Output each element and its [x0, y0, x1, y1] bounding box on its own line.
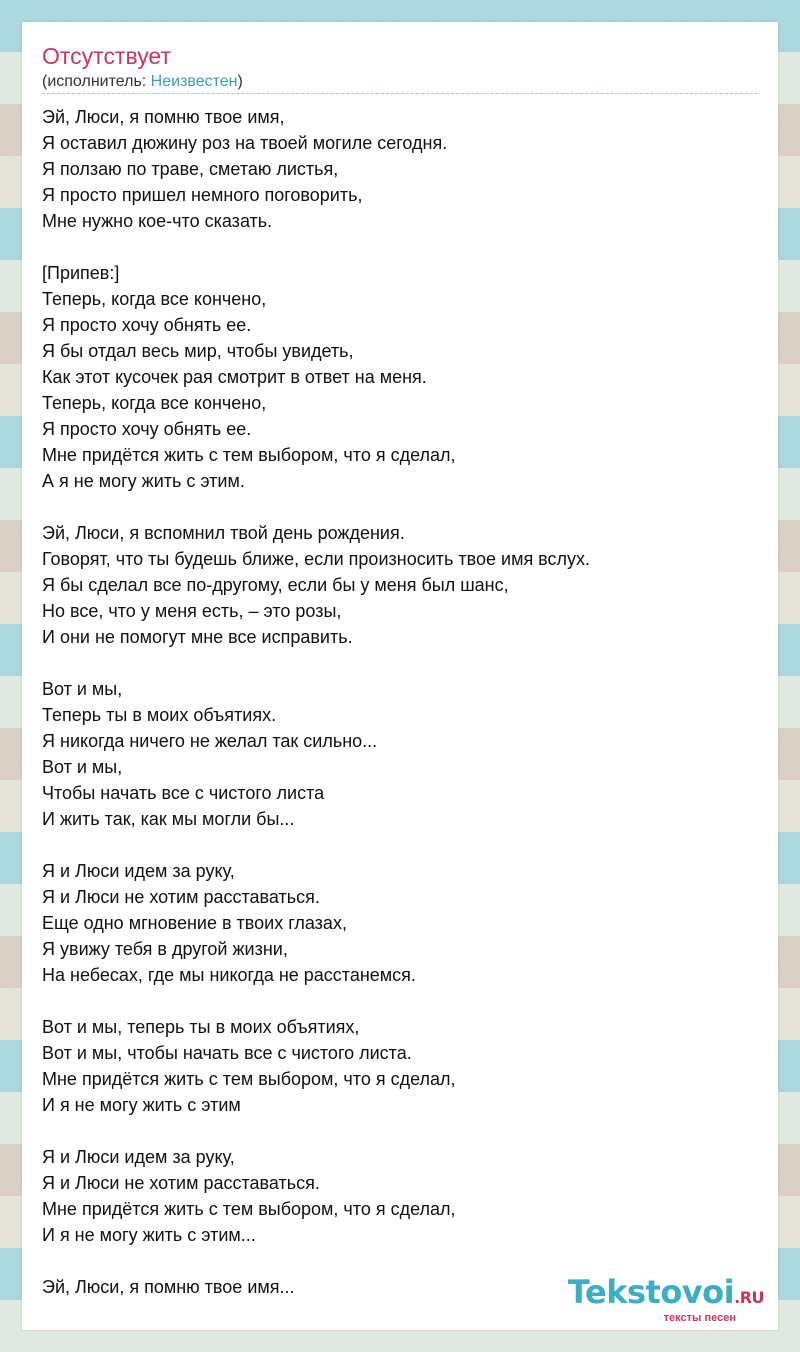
lyric-line	[42, 1118, 758, 1144]
lyric-line: И они не помогут мне все исправить.	[42, 627, 353, 647]
artist-line	[42, 73, 243, 91]
lyric-line: Как этот кусочек рая смотрит в ответ на меня.	[42, 367, 427, 387]
lyric-line: И я не могу жить с этим	[42, 1095, 241, 1115]
lyric-line: Теперь, когда все кончено,	[42, 393, 267, 413]
lyrics-card	[22, 22, 778, 1330]
lyric-line: Вот и мы, чтобы начать все с чистого листа.	[42, 1043, 412, 1063]
lyric-line: [Припев:]	[42, 263, 120, 283]
lyric-line: Вот и мы,	[42, 757, 123, 777]
lyric-line: Я бы отдал весь мир, чтобы увидеть,	[42, 341, 354, 361]
logo-tld: .RU	[734, 1288, 764, 1307]
artist-name-link[interactable]: Неизвестен	[150, 73, 238, 90]
lyric-line: Я бы сделал все по-другому, если бы у меня был шанс,	[42, 575, 509, 595]
lyric-line	[42, 494, 758, 520]
lyric-line: Я оставил дюжину роз на твоей могиле сегодня.	[42, 133, 448, 153]
lyric-line: Я просто пришел немного поговорить,	[42, 185, 363, 205]
lyric-line	[42, 988, 758, 1014]
lyric-line: Я и Люси не хотим расставаться.	[42, 887, 320, 907]
dashed-divider	[42, 93, 758, 94]
lyric-line: Я и Люси идем за руку,	[42, 861, 235, 881]
lyric-line: Чтобы начать все с чистого листа	[42, 783, 325, 803]
lyric-line: И жить так, как мы могли бы...	[42, 809, 295, 829]
artist-prefix: (исполнитель:	[42, 73, 151, 90]
lyric-line: Я просто хочу обнять ее.	[42, 315, 252, 335]
lyric-line: Мне придётся жить с тем выбором, что я сделал,	[42, 445, 456, 465]
lyric-line: Вот и мы, теперь ты в моих объятиях,	[42, 1017, 360, 1037]
logo-name: Tekstovoi	[567, 1273, 735, 1311]
lyric-line: И я не могу жить с этим...	[42, 1225, 256, 1245]
site-logo[interactable]	[567, 1273, 764, 1324]
lyric-line: Мне нужно кое-что сказать.	[42, 211, 273, 231]
lyric-line	[42, 1248, 758, 1274]
artist-suffix: )	[237, 73, 243, 90]
lyric-line	[42, 832, 758, 858]
lyric-line: Вот и мы,	[42, 679, 123, 699]
lyric-line: Говорят, что ты будешь ближе, если произносить твое имя вслух.	[42, 549, 591, 569]
lyric-line: Теперь, когда все кончено,	[42, 289, 267, 309]
lyric-line	[42, 650, 758, 676]
lyric-line: Эй, Люси, я помню твое имя,	[42, 107, 285, 127]
lyric-line: Эй, Люси, я вспомнил твой день рождения.	[42, 523, 405, 543]
lyric-line: Мне придётся жить с тем выбором, что я сделал,	[42, 1069, 456, 1089]
lyrics-text	[42, 104, 758, 1300]
lyric-line: Я увижу тебя в другой жизни,	[42, 939, 288, 959]
lyric-line: Я просто хочу обнять ее.	[42, 419, 252, 439]
lyric-line: Я и Люси не хотим расставаться.	[42, 1173, 320, 1193]
lyric-line: А я не могу жить с этим.	[42, 471, 245, 491]
lyric-line: Я ползаю по траве, сметаю листья,	[42, 159, 339, 179]
lyric-line: На небесах, где мы никогда не расстанемся.	[42, 965, 416, 985]
lyric-line: Мне придётся жить с тем выбором, что я сделал,	[42, 1199, 456, 1219]
lyric-line: Но все, что у меня есть, – это розы,	[42, 601, 342, 621]
lyric-line: Я никогда ничего не желал так сильно...	[42, 731, 378, 751]
lyric-line: Я и Люси идем за руку,	[42, 1147, 235, 1167]
lyric-line	[42, 234, 758, 260]
logo-tagline: тексты песен	[663, 1312, 736, 1324]
song-title: Отсутствует	[42, 43, 171, 69]
lyric-line: Теперь ты в моих объятиях.	[42, 705, 277, 725]
lyric-line: Еще одно мгновение в твоих глазах,	[42, 913, 347, 933]
lyric-line: Эй, Люси, я помню твое имя...	[42, 1277, 295, 1297]
